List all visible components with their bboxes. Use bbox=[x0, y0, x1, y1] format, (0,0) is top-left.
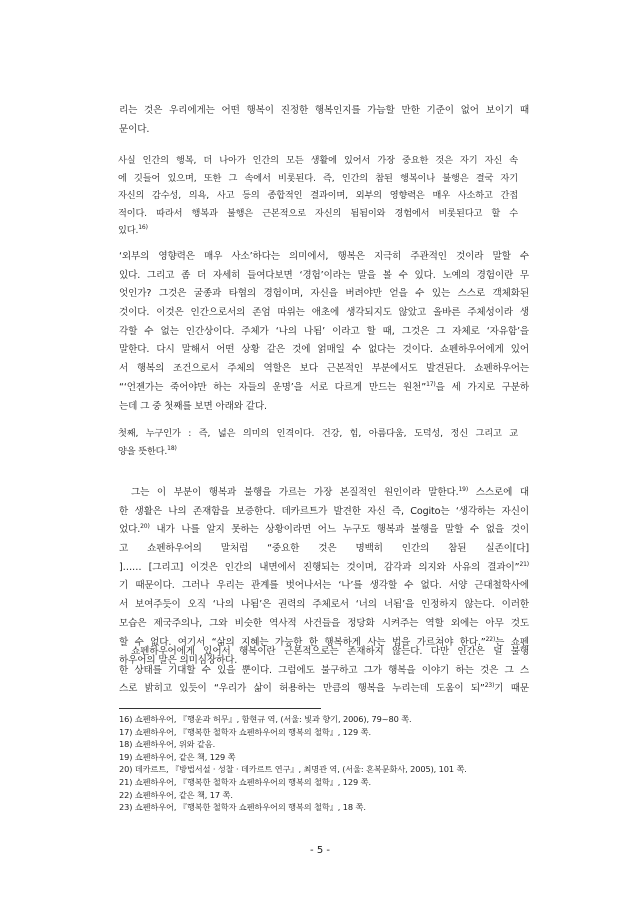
footnote-ref[interactable]: 18) bbox=[167, 444, 177, 452]
quote-line bbox=[118, 222, 518, 240]
text-span: 는 쇼펜 bbox=[495, 636, 529, 648]
text-span: 쇼펜하우어에게 있어서 행복이란 근본적으로는 존재하지 않는다. 다만 인간은 덜 불행 bbox=[131, 646, 529, 657]
text-span: ]…… [그리고] 이것은 인간의 내면에서 진행되는 것이며, 감각과 의지와 사유의 결과이” bbox=[119, 561, 520, 573]
text-span: 내가 나를 알지 못하는 상황이라면 어느 누구도 행복과 불행을 말할 수 없을 것이 bbox=[149, 524, 529, 536]
block-quote-1 bbox=[118, 152, 518, 240]
footnote-ref[interactable]: 17) bbox=[426, 380, 436, 388]
text-line: 고 쇼펜하우어의 말처럼 “중요한 것은 명백히 인간의 참된 실존이[다] bbox=[119, 543, 529, 555]
text-span: 을 세 가지로 구분하 bbox=[435, 381, 529, 393]
text-line: 한 상태를 기대할 수 있을 뿐이다. 그럼에도 불구하고 그가 행복을 이야기 하는 것은 그 스 bbox=[119, 664, 529, 676]
footnote: 16) 쇼펜하우어, 『행운과 허무』, 함현규 역, (서울: 빛과 향기, 2006), 79~80 쪽. bbox=[119, 714, 412, 724]
quote-line: 적이다. 따라서 행복과 불행은 근본적으로 자신의 됨됨이와 경험에서 비롯된다고 할 수 bbox=[118, 207, 518, 219]
text-line: 각할 수 없는 인간상이다. 주체가 ‘나의 나됨’ 이라고 할 때, 그것은 그 자체로 ‘자유함’을 bbox=[119, 325, 529, 337]
footnote: 20) 데카르트, 『방법서설 · 성찰 · 데카르트 연구』, 최명관 역, (서울: 혼복문화사, 2005), 101 쪽. bbox=[119, 764, 467, 775]
text-line: 서 보여주듯이 오직 ‘나의 나됨’은 권력의 주체로서 ‘너의 너됨’을 인정하지 않는다. 이러한 bbox=[119, 599, 529, 611]
text-line: 말한다. 다시 말해서 어떤 상황 같은 것에 얽매일 수 없다는 것이다. 쇼펜하우어에게 있어 bbox=[119, 344, 529, 356]
footnote: 18) 쇼펜하우어, 위와 같음. bbox=[119, 739, 216, 750]
footnote-divider bbox=[119, 708, 321, 709]
quote-text: 있다. bbox=[118, 225, 139, 237]
text-line: 기 때문이다. 그러나 우리는 관계를 벗어나서는 ‘나’를 생각할 수 없다. 서양 근대철학사에 bbox=[119, 580, 529, 592]
text-line: 것이다. 이것은 인간으로서의 존엄 따위는 애초에 생각되지도 않았고 올바른 주체성이라 생 bbox=[119, 307, 529, 319]
text-line: 한 생활은 나의 존재함을 보증한다. 데카르트가 발견한 자신 즉, Cogito는 ‘생각하는 자신이 bbox=[119, 505, 529, 517]
text-line: 있다. 그리고 좀 더 자세히 들여다보면 ‘경험’이라는 말을 볼 수 있다. 노예의 경험이란 무 bbox=[119, 269, 529, 281]
quote-line: 첫째, 누구인가 : 즉, 넓은 의미의 인격이다. 건강, 힘, 아름다움, 도덕성, 정신 그리고 교 bbox=[118, 428, 518, 439]
text-line: 는데 그 중 첫째를 보면 아래와 같다. bbox=[119, 400, 267, 412]
text-line bbox=[119, 559, 529, 578]
text-span: ‘외부의 영향력은 매우 사소’하다는 의미에서, 행복은 지극히 주관적인 것이라 말할 수 bbox=[119, 251, 529, 262]
text-span: “‘언젠가는 죽어야만 하는 자들의 운명’을 서로 다르게 만드는 원천” bbox=[119, 381, 427, 393]
text-line bbox=[119, 484, 529, 503]
block-quote-2 bbox=[118, 425, 518, 460]
text-span: 스스로에 대 bbox=[468, 487, 529, 498]
text-span: 그는 이 부분이 행복과 불행을 가르는 가장 본질적인 원인이라 말한다. bbox=[131, 487, 459, 498]
footnotes bbox=[119, 713, 529, 814]
footnote-ref[interactable]: 16) bbox=[138, 224, 148, 232]
text-line bbox=[119, 680, 529, 699]
paragraph-top bbox=[119, 102, 529, 139]
footnote-ref[interactable]: 23) bbox=[484, 682, 495, 690]
text-line: 리는 것은 우리에게는 어떤 행복이 진정한 행복인지를 가늠할 만한 기준이 없어 보이기 때 bbox=[119, 105, 529, 116]
quote-line: 자신의 감수성, 의욕, 사고 등의 종합적인 결과이며, 외부의 영향력은 매우 사소하고 간접 bbox=[118, 190, 518, 202]
text-line: 서 행복의 조건으로서 주체의 역할은 보다 근본적인 부분에서도 발견된다. 쇼펜하우어는 bbox=[119, 363, 529, 375]
text-line: 모습은 제국주의나, 그와 비슷한 역사적 사건들을 정당화 시켜주는 역할 외에는 아무 것도 bbox=[119, 617, 529, 629]
footnote: 22) 쇼펜하우어, 같은 책, 17 쪽. bbox=[119, 789, 233, 800]
text-span: 기 때문 bbox=[494, 683, 529, 695]
footnote-ref[interactable]: 19) bbox=[458, 485, 469, 493]
footnote-ref[interactable]: 20) bbox=[140, 523, 150, 531]
page-number: - 5 - bbox=[310, 845, 330, 856]
text-span: 할 수 없다. 여기서 “삶의 지혜는 가능한 한 행복하게 사는 법을 가르쳐야 한다.” bbox=[119, 636, 486, 648]
footnote-ref[interactable]: 22) bbox=[485, 635, 496, 643]
quote-line: 사실 인간의 행복, 더 나아가 인간의 모든 생활에 있어서 가장 중요한 것은 자기 자신 속 bbox=[118, 155, 518, 166]
paragraph-4 bbox=[119, 643, 529, 699]
text-line: 문이다. bbox=[119, 123, 150, 135]
footnote: 17) 쇼펜하우어, 『행복한 철학자 쇼펜하우어의 행복의 철학』, 129 쪽. bbox=[119, 726, 371, 737]
text-line: 하우어의 말은 의미심장하다. bbox=[119, 655, 238, 667]
text-line bbox=[119, 248, 529, 267]
footnote: 23) 쇼펜하우어, 『행복한 철학자 쇼펜하우어의 행복의 철학』, 18 쪽. bbox=[119, 802, 366, 813]
footnote-ref[interactable]: 21) bbox=[519, 560, 529, 568]
text-span: 었다. bbox=[119, 524, 141, 536]
text-line bbox=[119, 521, 529, 540]
footnote: 21) 쇼펜하우어, 『행복한 철학자 쇼펜하우어의 행복의 철학』, 129 쪽. bbox=[119, 776, 371, 787]
quote-text: 양을 뜻한다. bbox=[118, 445, 168, 457]
quote-line bbox=[118, 443, 518, 461]
text-line bbox=[119, 643, 529, 662]
footnote: 19) 쇼펜하우어, 같은 책, 129 쪽 bbox=[119, 751, 236, 762]
text-span: 스로 밝히고 있듯이 “우리가 삶이 허용하는 만큼의 행복을 누리는데 도움이 되” bbox=[119, 683, 485, 695]
text-line bbox=[119, 379, 529, 398]
text-line: 엇인가? 그것은 굴종과 타협의 경험이며, 자신을 버려야만 얻을 수 있는 스스로 객체화된 bbox=[119, 288, 529, 300]
paragraph-2 bbox=[119, 248, 529, 416]
quote-line: 에 깃들어 있으며, 또한 그 속에서 비롯된다. 즉, 인간의 참된 행복이나 불행은 결국 자기 bbox=[118, 172, 518, 184]
